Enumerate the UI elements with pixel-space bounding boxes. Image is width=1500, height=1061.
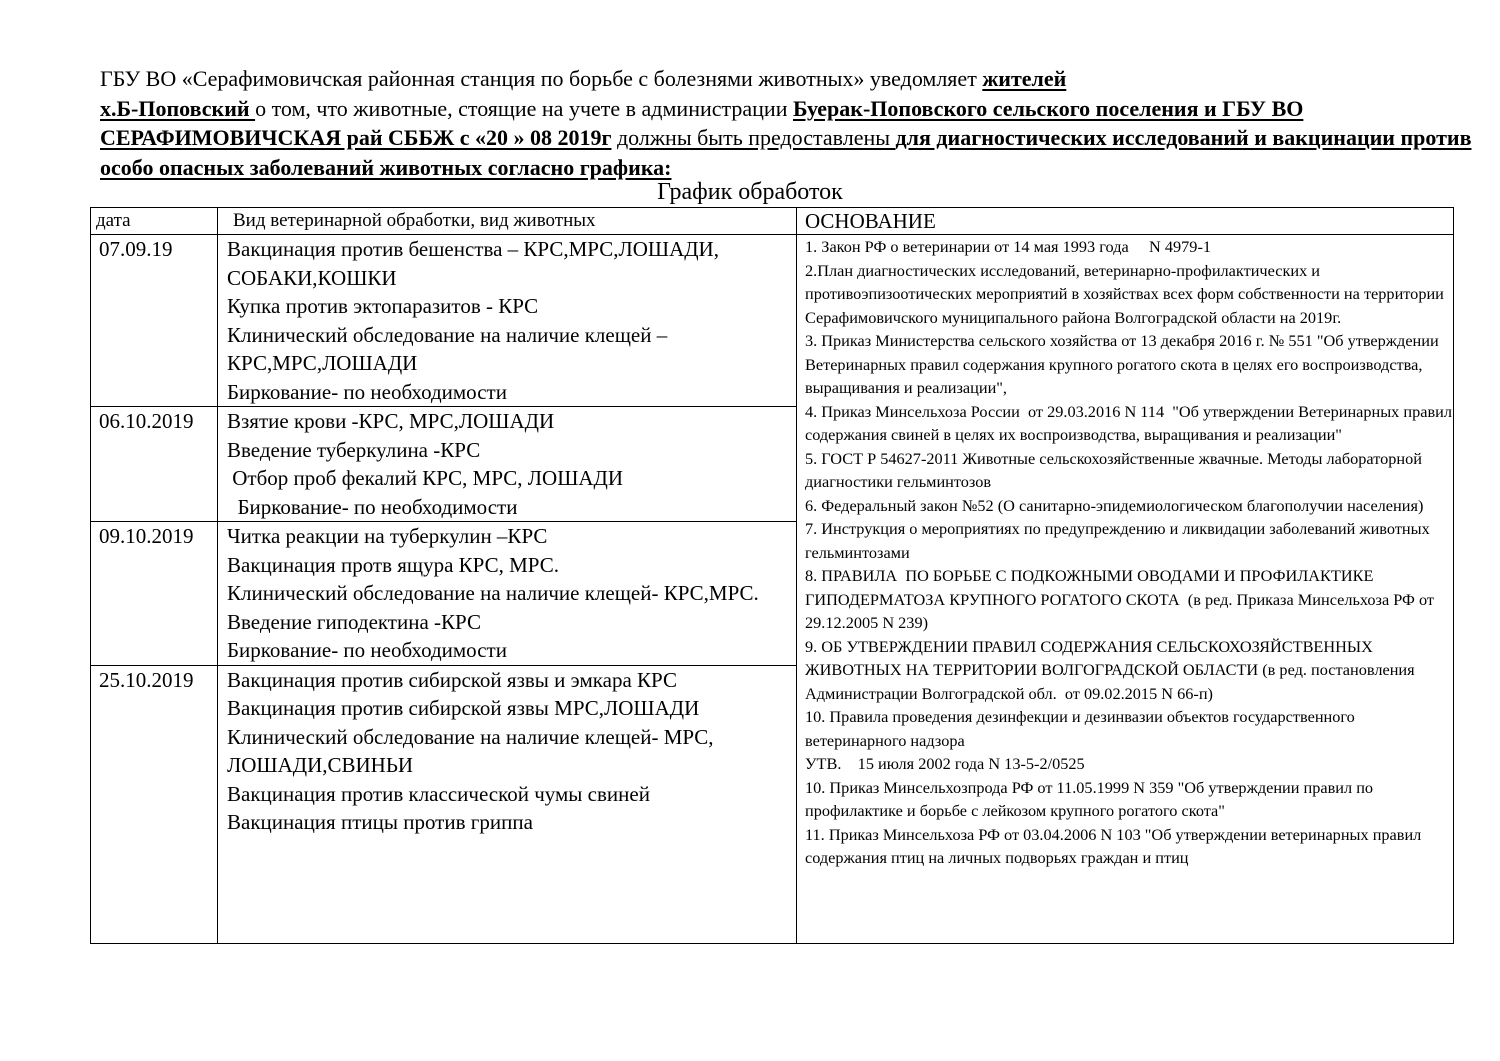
procedure-item: Клинический обследование на наличие клещей- МРС, ЛОШАДИ,СВИНЬИ [227,724,719,777]
procedure-item: Вакцинация против классической чумы свиней [227,781,650,806]
notice-text-3: должны быть предоставлены [616,125,896,150]
procedure-item: Биркование- по необходимости [227,638,507,662]
basis-item: 9. ОБ УТВЕРЖДЕНИИ ПРАВИЛ СОДЕРЖАНИЯ СЕЛЬСКОХОЗЯЙСТВЕННЫХ ЖИВОТНЫХ НА ТЕРРИТОРИИ ВОЛГОГРАДСКОЙ ОБЛАСТИ (в ред. постановления Администрации Волгоградской обл. от 09.02.2015 N 66-п) [805,636,1419,703]
basis-list [797,235,1457,944]
basis-item: 6. Федеральный закон №52 (О санитарно-эпидемиологическом благополучии населения) [805,495,1424,515]
procedure-item: Биркование- по необходимости [227,494,518,519]
notice-text-1: ГБУ ВО «Серафимовичская районная станция по борьбе с болезнями животных» уведомляет [100,66,983,91]
schedule-table [90,207,1457,944]
table-title: График обработок [657,179,843,205]
basis-item: 2.План диагностических исследований, ветеринарно-профилактических и противоэпизоотических мероприятий в хозяйствах всех форм собственности на территории Серафимовичского муниципального района Волгоградской области на 2019г. [805,260,1448,327]
notice-settlement: х.Б-Поповский [100,95,256,121]
row-date: 09.10.2019 [91,522,218,666]
basis-item: 11. Приказ Минсельхоза РФ от 03.04.2006 N 103 "Об утверждении ветеринарных правил содержания птиц на личных подворьях граждан и птиц [805,824,1426,867]
basis-item: 8. ПРАВИЛА ПО БОРЬБЕ С ПОДКОЖНЫМИ ОВОДАМИ И ПРОФИЛАКТИКЕ ГИПОДЕРМАТОЗА КРУПНОГО РОГАТОГО СКОТА (в ред. Приказа Минсельхоза РФ от 29.12.2005 N 239) [805,566,1439,632]
procedure-item: Клинический обследование на наличие клещей – КРС,МРС,ЛОШАДИ [227,322,673,375]
procedure-item: Вакцинация против сибирской язвы МРС,ЛОШАДИ [227,696,700,720]
notice-purpose: для диагностических исследований и вакцинации против особо опасных заболеваний животных согласно графика: [100,125,1472,180]
basis-item: 1. Закон РФ о ветеринарии от 14 мая 1993 года N 4979-1 [805,237,1212,256]
row-date: 07.09.19 [91,235,218,407]
procedure-item: Взятие крови -КРС, МРС,ЛОШАДИ [227,409,555,433]
row-procedures [218,522,797,666]
header-basis: ОСНОВАНИЕ [797,208,1454,235]
procedure-item: Клинический обследование на наличие клещей- КРС,МРС. [227,581,759,605]
row-procedures [218,665,797,944]
notice-administration: Буерак-Поповского сельского поселения и ГБУ ВО СЕРАФИМОВИЧСКАЯ рай СББЖ с «20 » 08 2019г [100,95,1304,150]
table-row [91,235,1454,407]
procedure-item: Читка реакции на туберкулин –КРС [227,524,548,548]
header-date: дата [91,208,218,235]
notice-paragraph [100,64,1475,182]
procedure-item: Вакцинация протв ящура КРС, МРС. [227,552,559,577]
procedure-item: Вакцинация птицы против гриппа [227,810,533,834]
row-date: 06.10.2019 [91,407,218,522]
basis-item: 7. Инструкция о мероприятиях по предупреждению и ликвидации заболеваний животных гельминтозами [805,519,1434,562]
basis-item: 4. Приказ Минсельхоза России от 29.03.2016 N 114 "Об утверждении Ветеринарных правил содержания свиней в целях их воспроизводства, выращивания и реализации" [805,401,1457,444]
notice-text-2: о том, что животные, стоящие на учете в администрации [255,95,793,121]
table-header-row [91,208,1454,235]
basis-item: УТВ. 15 июля 2002 года N 13-5-2/0525 [805,754,1085,773]
procedure-item: Купка против эктопаразитов - КРС [227,294,539,318]
basis-item: 3. Приказ Министерства сельского хозяйства от 13 декабря 2016 г. № 551 "Об утверждении Ветеринарных правил содержания крупного рогатого скота в целях его воспроизводства, выращивания и реализации", [805,331,1443,397]
procedure-item: Вакцинация против сибирской язвы и эмкара КРС [227,667,677,692]
procedure-item: Введение туберкулина -КРС [227,437,481,462]
row-date: 25.10.2019 [91,665,218,944]
basis-item: 10. Приказ Минсельхозпрода РФ от 11.05.1999 N 359 "Об утверждении правил по профилактике и борьбе с лейкозом крупного рогатого скота" [805,777,1378,820]
header-treatment-type: Вид ветеринарной обработки, вид животных [218,208,797,235]
notice-recipients: жителей [982,66,1067,91]
procedure-item: Биркование- по необходимости [227,379,507,404]
basis-item: 5. ГОСТ Р 54627-2011 Животные сельскохозяйственные жвачные. Методы лабораторной диагностики гельминтозов [805,448,1427,491]
procedure-item: Введение гиподектина -КРС [227,609,481,634]
procedure-item: Вакцинация против бешенства – КРС,МРС,ЛОШАДИ, СОБАКИ,КОШКИ [227,237,725,290]
row-procedures [218,235,797,407]
procedure-item: Отбор проб фекалий КРС, МРС, ЛОШАДИ [227,466,624,490]
row-procedures [218,407,797,522]
basis-item: 10. Правила проведения дезинфекции и дезинвазии объектов государственного ветеринарного надзора [805,707,1359,750]
